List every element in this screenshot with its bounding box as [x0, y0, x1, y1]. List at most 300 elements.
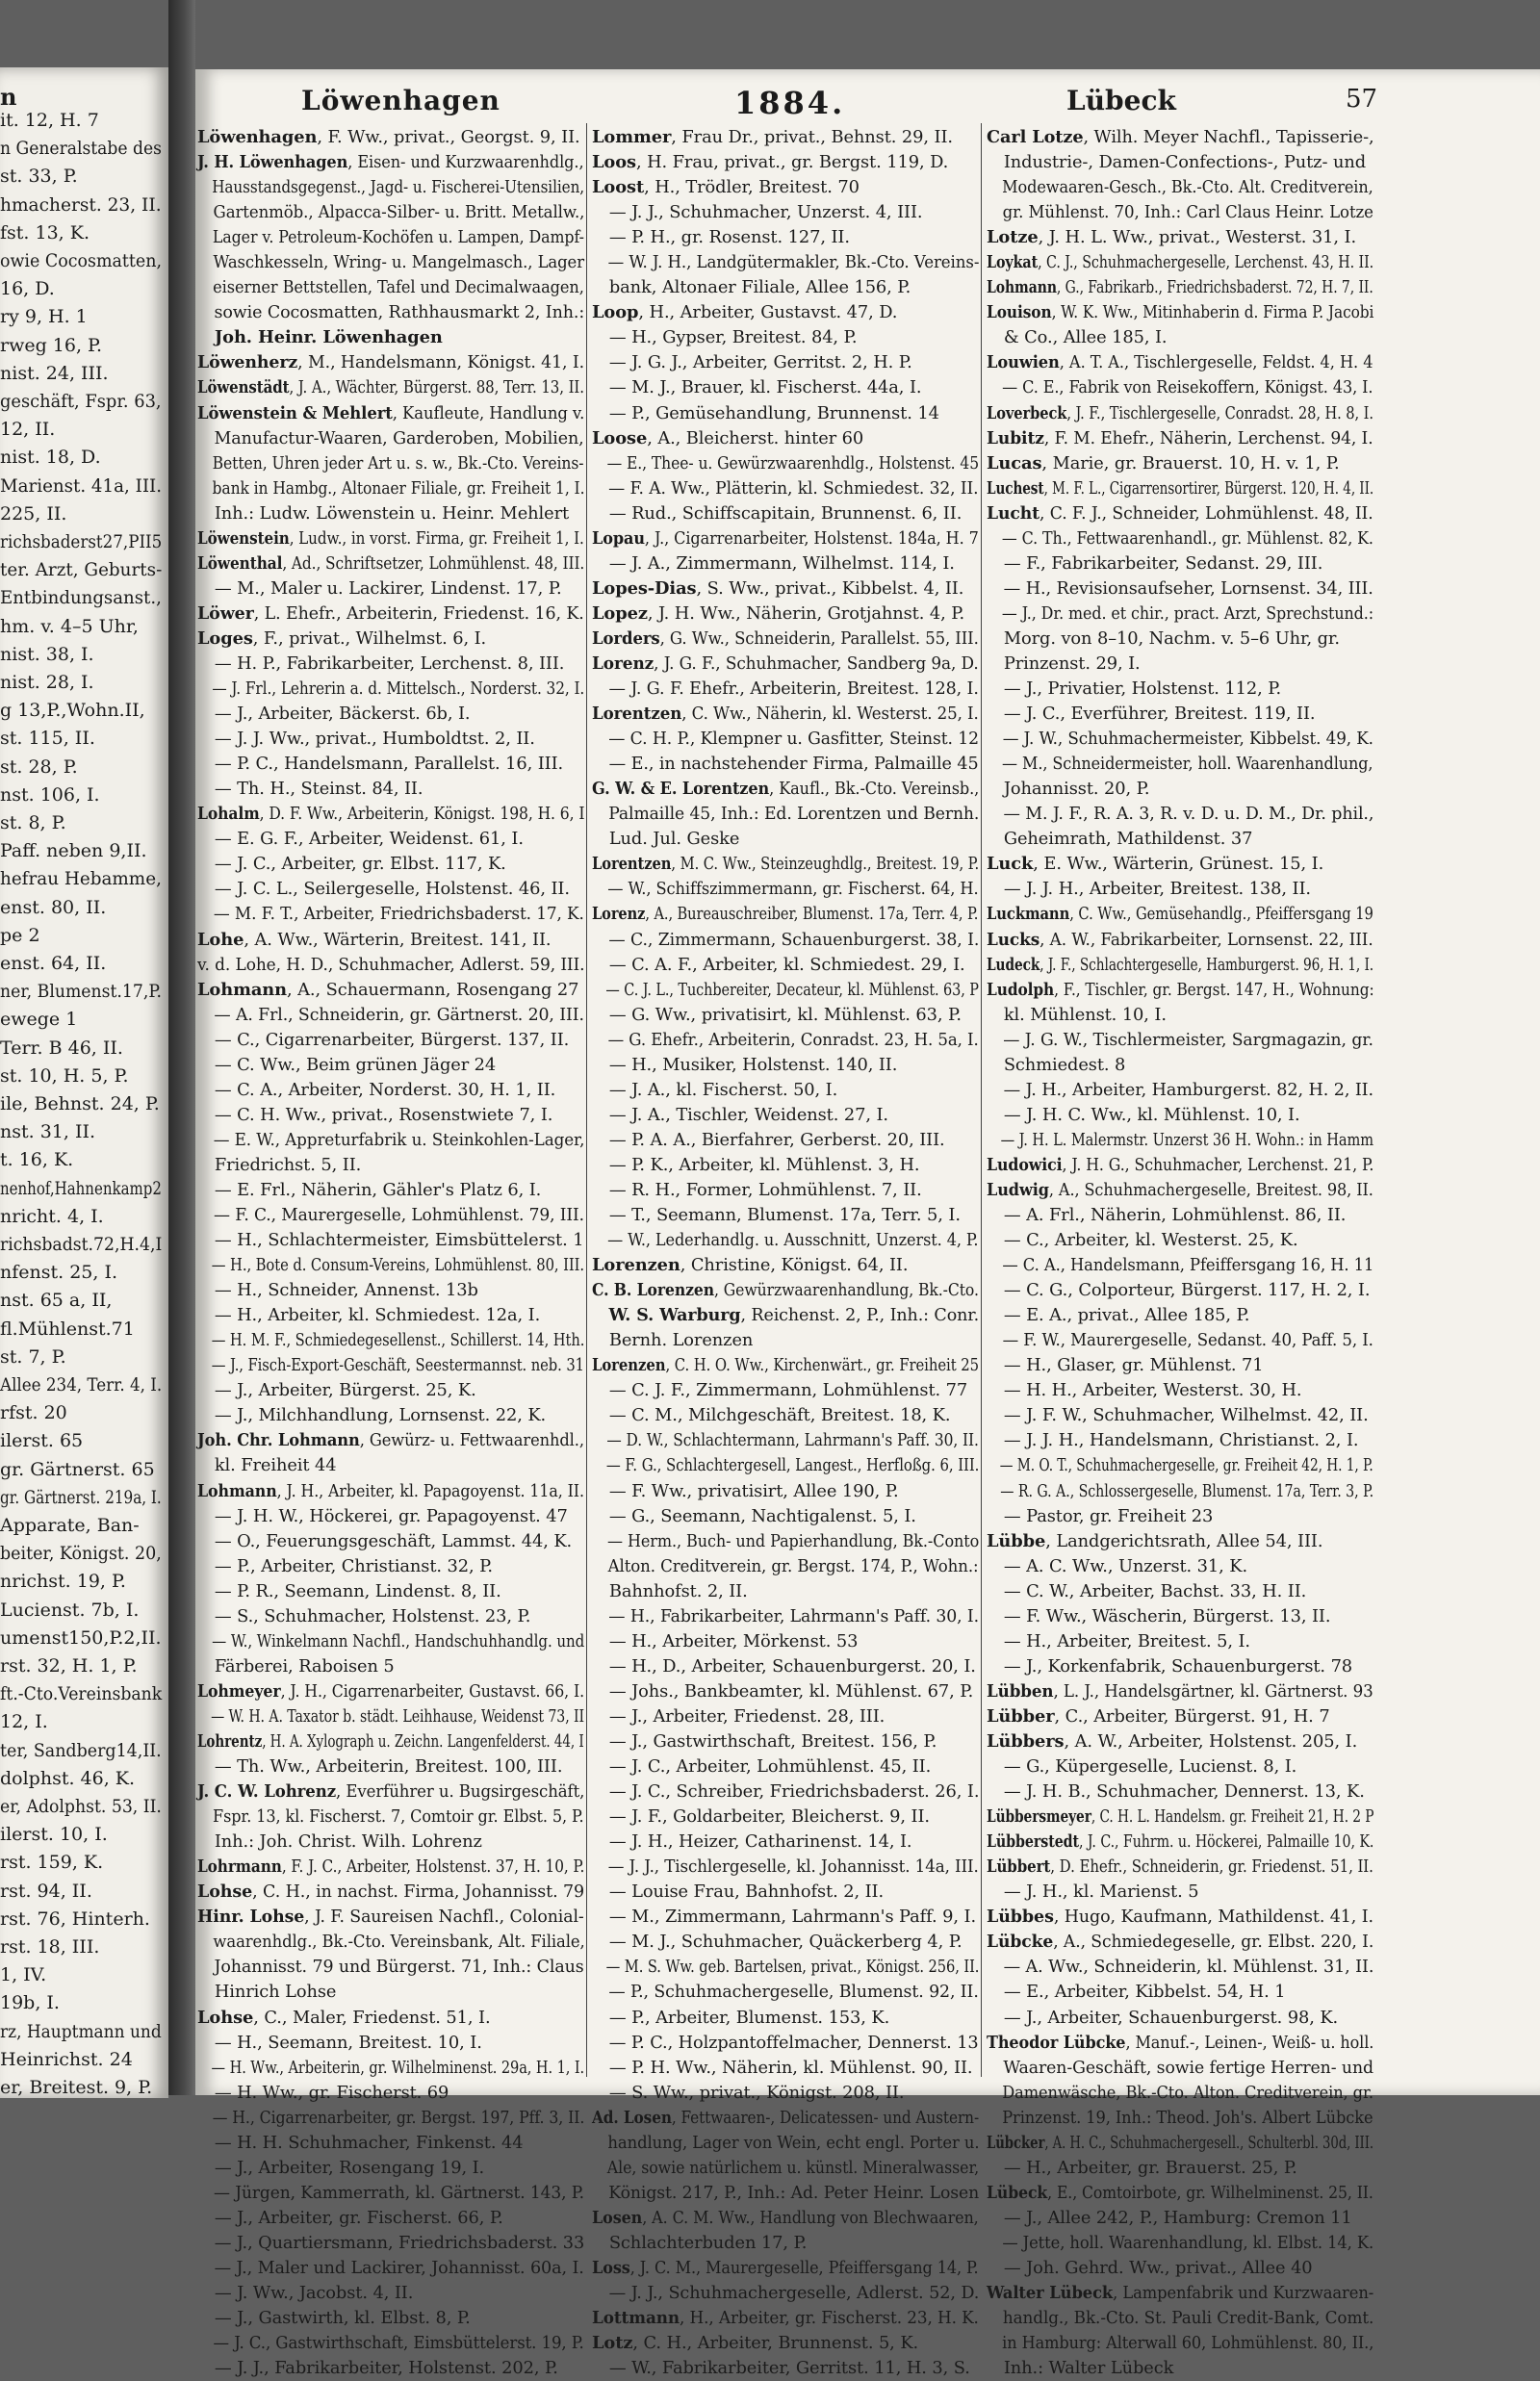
directory-entry-line: Ludolph, F., Tischler, gr. Bergst. 147, H., Wohnung:: [987, 979, 1374, 1000]
directory-entry-line: — C. Ww., Beim grünen Jäger 24: [214, 1054, 497, 1075]
directory-entry-line: — W., Schiffszimmermann, gr. Fischerst. 64, H.: [607, 879, 979, 900]
directory-entry-line: — J. G. J., Arbeiter, Gerritst. 2, H. P.: [608, 352, 912, 373]
directory-entry-line: — C. A. F., Arbeiter, kl. Schmiedest. 29, I.: [608, 954, 965, 975]
column-1: [197, 125, 588, 2379]
running-head-right: Lübeck: [1066, 85, 1176, 116]
left-page-fragment-line: pe 2: [0, 924, 40, 946]
directory-entry-line: — Th. H., Steinst. 84, II.: [214, 779, 424, 800]
directory-entry-line: — J. H. W., Höckerei, gr. Papagoyenst. 47: [214, 1505, 568, 1526]
directory-entry-line: — J., Korkenfabrik, Schauenburgerst. 78: [1003, 1655, 1353, 1677]
directory-entry-line: bank, Altonaer Filiale, Allee 156, P.: [608, 277, 911, 298]
left-page-fragment-line: nricht. 4, I.: [0, 1205, 104, 1227]
left-page-fragment-line: Apparate, Ban-: [0, 1515, 140, 1536]
directory-entry-line: — J., Arbeiter, Bäckerst. 6b, I.: [214, 704, 471, 725]
directory-entry-line: Waschkesseln, Wring- u. Mangelmasch., Lager: [213, 252, 584, 273]
left-page-fragment-line: ner, Blumenst.17,P.: [0, 981, 162, 1003]
directory-entry-line: Königst. 217, P., Inh.: Ad. Peter Heinr. Losen: [608, 2182, 980, 2203]
directory-entry-line: — F. Ww., privatisirt, Allee 190, P.: [608, 1480, 899, 1501]
left-page-fragment-line: richsbadst.72,H.4,I: [0, 1234, 163, 1255]
left-page-fragment-line: rst. 76, Hinterh.: [0, 1907, 150, 1930]
left-page-fragment-line: st. 7, P.: [0, 1345, 66, 1368]
directory-entry-line: Loos, H. Frau, privat., gr. Bergst. 119, D.: [592, 152, 949, 173]
left-page-fragment: [0, 67, 168, 2098]
left-page-fragment-line: hm. v. 4–5 Uhr,: [0, 615, 139, 637]
book-gutter: [168, 0, 195, 2095]
directory-entry-line: — J. H., kl. Marienst. 5: [1003, 1882, 1199, 1903]
directory-entry-line: eiserner Bettstellen, Tafel und Decimalwaagen,: [213, 277, 584, 298]
directory-entry-line: — H., Musiker, Holstenst. 140, II.: [608, 1054, 898, 1075]
directory-entry-line: Lübcker, A. H. C., Schuhmachergesell., Schulterbl. 30d, III.: [987, 2132, 1373, 2153]
directory-entry-line: — E., Arbeiter, Kibbelst. 54, H. 1: [1003, 1982, 1286, 2003]
directory-entry-line: — H., Glaser, gr. Mühlenst. 71: [1003, 1355, 1264, 1376]
left-page-fragment-line: rst. 32, H. 1, P.: [0, 1655, 138, 1677]
directory-entry-line: — Louise Frau, Bahnhofst. 2, II.: [608, 1882, 885, 1903]
directory-entry-line: — J., Maler und Lackirer, Johannisst. 60a, I.: [214, 2257, 584, 2278]
left-page-fragment-line: hmacherst. 23, II.: [0, 193, 162, 216]
directory-entry-line: — E. A., privat., Allee 185, P.: [1003, 1305, 1250, 1326]
directory-entry-line: Lohmeyer, J. H., Cigarrenarbeiter, Gustavst. 66, I.: [197, 1680, 585, 1702]
left-page-fragment-line: it. 12, H. 7: [0, 110, 99, 131]
directory-entry-line: Luckmann, C. Ww., Gemüsehandlg., Pfeiffersgang 19: [987, 904, 1373, 925]
left-page-fragment-line: n Generalstabe des: [0, 138, 162, 160]
directory-entry-line: — Jette, holl. Waarenhandlung, kl. Elbst. 14, K.: [1002, 2232, 1374, 2253]
directory-entry-line: Lorenzen, C. H. O. Ww., Kirchenwärt., gr. Freiheit 25: [592, 1355, 979, 1376]
directory-entry-line: — H., Arbeiter, kl. Schmiedest. 12a, I.: [214, 1305, 541, 1326]
directory-entry-line: Joh. Chr. Lohmann, Gewürz- u. Fettwaarenhdl.,: [197, 1430, 584, 1451]
directory-entry-line: in Hamburg: Alterwall 60, Lohmühlenst. 80, II.,: [1002, 2333, 1374, 2354]
directory-entry-line: — H., Fabrikarbeiter, Lahrmann's Paff. 30, I.: [608, 1605, 980, 1626]
directory-entry-line: Inh.: Joh. Christ. Wilh. Lohrenz: [214, 1831, 482, 1853]
directory-entry-line: bank in Hambg., Altonaer Filiale, gr. Freiheit 1, I.: [212, 477, 585, 499]
directory-entry-line: — C. A., Handelsmann, Pfeiffersgang 16, H. 11: [1002, 1255, 1374, 1276]
left-page-fragment-line: richsbaderst27,PII5: [0, 531, 163, 552]
directory-entry-line: — H. H. Schuhmacher, Finkenst. 44: [214, 2132, 524, 2153]
left-page-fragment-line: st. 115, II.: [0, 728, 95, 750]
directory-entry-line: Louwien, A. T. A., Tischlergeselle, Feldst. 4, H. 4: [987, 352, 1373, 373]
left-page-fragment-line: Allee 234, Terr. 4, I.: [0, 1374, 163, 1395]
directory-entry-line: handlg., Bk.-Cto. St. Pauli Credit-Bank, Comt.: [1002, 2308, 1374, 2329]
directory-entry-line: — C., Zimmermann, Schauenburgerst. 38, I.: [608, 929, 980, 950]
directory-entry-line: Lübcke, A., Schmiedegeselle, gr. Elbst. 220, I.: [987, 1932, 1374, 1953]
directory-entry-line: — M. J. F., R. A. 3, R. v. D. u. D. M., Dr. phil.,: [1003, 804, 1374, 825]
directory-entry-line: Lübber, C., Arbeiter, Bürgerst. 91, H. 7: [987, 1705, 1330, 1727]
directory-entry-line: — J., Fisch-Export-Geschäft, Seestermannst. neb. 31: [211, 1355, 584, 1376]
directory-entry-line: — M. S. Ww. geb. Bartelsen, privat., Königst. 256, II.: [605, 1957, 980, 1978]
directory-entry-line: — C., Arbeiter, kl. Westerst. 25, K.: [1003, 1230, 1298, 1251]
directory-entry-line: — J. A., Tischler, Weidenst. 27, I.: [608, 1104, 888, 1125]
directory-entry-line: Lorenz, A., Bureauschreiber, Blumenst. 17a, Terr. 4, P.: [592, 904, 979, 925]
directory-entry-line: — J. A., kl. Fischerst. 50, I.: [608, 1079, 838, 1100]
directory-entry-line: — F. W., Maurergeselle, Sedanst. 40, Paff. 5, I.: [1002, 1330, 1373, 1351]
directory-entry-line: Lohmann, A., Schauermann, Rosengang 27: [197, 979, 579, 1000]
directory-entry-line: Löwenherz, M., Handelsmann, Königst. 41, I.: [197, 352, 585, 373]
directory-entry-line: — J. A., Zimmermann, Wilhelmst. 114, I.: [608, 552, 955, 574]
directory-entry-line: — E. Frl., Näherin, Gähler's Platz 6, I.: [214, 1179, 542, 1200]
directory-entry-line: Lucht, C. F. J., Schneider, Lohmühlenst. 48, II.: [987, 502, 1373, 524]
directory-entry-line: — J. J., Fabrikarbeiter, Holstenst. 202, P.: [214, 2358, 558, 2379]
directory-entry-line: Ale, sowie natürlichem u. künstl. Mineralwasser,: [606, 2157, 980, 2178]
left-page-fragment-line: gr. Gärtnerst. 65: [0, 1458, 155, 1480]
page-number: 57: [1346, 85, 1378, 114]
left-page-fragment-line: nst. 106, I.: [0, 783, 100, 806]
directory-entry-line: — J., Gastwirth, kl. Elbst. 8, P.: [214, 2308, 471, 2329]
column-3: [987, 125, 1377, 2379]
directory-entry-line: — H., Arbeiter, Breitest. 5, I.: [1003, 1630, 1250, 1651]
directory-entry-line: — H. Ww., Arbeiterin, gr. Wilhelminenst. 29a, H. 1, I.: [211, 2057, 585, 2078]
directory-entry-line: — J. H., Arbeiter, Hamburgerst. 82, H. 2, II.: [1003, 1079, 1374, 1100]
left-page-fragment-line: nrichst. 19, P.: [0, 1571, 126, 1593]
directory-entry-line: v. d. Lohe, H. D., Schuhmacher, Adlerst. 59, III.: [197, 954, 585, 975]
directory-entry-line: — R. G. A., Schlossergeselle, Blumenst. 17a, Terr. 3, P.: [1000, 1480, 1374, 1501]
directory-entry-line: — W. H. A. Taxator b. städt. Leihhause, Weidenst 73, II: [211, 1705, 585, 1727]
directory-entry-line: — C. W., Arbeiter, Bachst. 33, H. II.: [1003, 1580, 1307, 1601]
directory-entry-line: Luck, E. Ww., Wärterin, Grünest. 15, I.: [987, 854, 1324, 875]
directory-entry-line: — P., Schuhmachergeselle, Blumenst. 92, II.: [608, 1982, 979, 2003]
directory-entry-line: — P. A. A., Bierfahrer, Gerberst. 20, III.: [608, 1129, 945, 1150]
directory-entry-line: — J., Arbeiter, Friedenst. 28, III.: [608, 1705, 886, 1727]
directory-entry-line: Lorenz, J. G. F., Schuhmacher, Sandberg 9a, D.: [592, 653, 979, 674]
directory-entry-line: — Herm., Buch- und Papierhandlung, Bk.-Conto: [607, 1530, 980, 1551]
directory-entry-line: — H. M. F., Schmiedegesellenst., Schillerst. 14, Hth.: [211, 1330, 585, 1351]
directory-entry-line: — E. W., Appreturfabrik u. Steinkohlen-Lager,: [213, 1129, 585, 1150]
directory-entry-line: Ludowici, J. H. G., Schuhmacher, Lerchenst. 21, P.: [987, 1154, 1374, 1175]
directory-entry-line: Ludwig, A., Schuhmachergeselle, Breitest. 98, II.: [987, 1179, 1373, 1200]
directory-entry-line: — M., Zimmermann, Lahrmann's Paff. 9, I.: [608, 1907, 977, 1928]
directory-entry-line: Lohe, A. Ww., Wärterin, Breitest. 141, II.: [197, 929, 552, 950]
directory-entry-line: — E. G. F., Arbeiter, Weidenst. 61, I.: [214, 829, 524, 850]
left-page-fragment-line: nist. 38, I.: [0, 643, 94, 665]
directory-entry-line: Lopau, J., Cigarrenarbeiter, Holstenst. 184a, H. 7: [592, 527, 979, 549]
left-page-fragment-line: fst. 13, K.: [0, 221, 90, 243]
directory-entry-line: — C. Th., Fettwaarenhandl., gr. Mühlenst. 82, K.: [1001, 527, 1373, 549]
directory-entry-line: Lotze, J. H. L. Ww., privat., Westerst. 31, I.: [987, 227, 1357, 248]
directory-entry-line: Betten, Uhren jeder Art u. s. w., Bk.-Cto. Vereins-: [212, 452, 584, 474]
left-page-fragment-line: Entbindungsanst.,: [0, 587, 162, 609]
directory-entry-line: Johannisst. 20, P.: [1003, 779, 1150, 800]
directory-entry-line: Lorentzen, C. Ww., Näherin, kl. Westerst. 25, I.: [592, 704, 979, 725]
left-page-fragment-line: ter, Sandberg14,II.: [0, 1739, 162, 1761]
directory-entry-line: — H., Cigarrenarbeiter, gr. Bergst. 197, Pff. 3, II.: [212, 2107, 585, 2128]
directory-entry-line: — Johs., Bankbeamter, kl. Mühlenst. 67, P.: [608, 1680, 974, 1702]
directory-entry-line: Inh.: Walter Lübeck: [1003, 2358, 1174, 2379]
running-head-left: Löwenhagen: [301, 85, 500, 116]
directory-entry-line: — J. Frl., Lehrerin a. d. Mittelsch., Norderst. 32, I.: [212, 678, 585, 700]
directory-entry-line: — H., Gypser, Breitest. 84, P.: [608, 327, 858, 348]
left-page-fragment-line: rst. 18, III.: [0, 1936, 100, 1958]
directory-entry-line: — M. F. T., Arbeiter, Friedrichsbaderst. 17, K.: [213, 904, 584, 925]
left-page-fragment-line: nist. 24, III.: [0, 362, 109, 384]
directory-entry-line: Lager v. Petroleum-Kochöfen u. Lampen, Dampf-: [212, 227, 584, 248]
directory-entry-line: Loges, F., privat., Wilhelmst. 6, I.: [197, 627, 487, 649]
directory-entry-line: — H., Schneider, Annenst. 13b: [214, 1280, 478, 1301]
directory-entry-line: Hinrich Lohse: [214, 1982, 337, 2003]
directory-entry-line: Loverbeck, J. F., Tischlergeselle, Conradst. 28, H. 8, I.: [987, 402, 1373, 423]
directory-entry-line: Theodor Lübcke, Manuf.-, Leinen-, Weiß- u. holl.: [987, 2032, 1374, 2053]
directory-entry-line: Lohrmann, F. J. C., Arbeiter, Holstenst. 37, H. 10, P.: [197, 1856, 585, 1878]
directory-entry-line: handlung, Lager von Wein, echt engl. Porter u.: [607, 2132, 980, 2153]
directory-entry-line: — J. J. Ww., privat., Humboldtst. 2, II.: [214, 729, 535, 750]
directory-entry-line: Lübbers, A. W., Arbeiter, Holstenst. 205, I.: [987, 1731, 1358, 1752]
directory-entry-line: — C. M., Milchgeschäft, Breitest. 18, K.: [608, 1405, 951, 1426]
directory-entry-line: Geheimrath, Mathildenst. 37: [1003, 829, 1253, 850]
directory-entry-line: — J. C., Arbeiter, Lohmühlenst. 45, II.: [608, 1756, 932, 1778]
directory-entry-line: Hinr. Lohse, J. F. Saureisen Nachfl., Colonial-: [197, 1907, 584, 1928]
directory-entry-line: — M. O. T., Schuhmachergeselle, gr. Freiheit 42, H. 1, P.: [999, 1455, 1373, 1476]
directory-entry-line: Inh.: Ludw. Löwenstein u. Heinr. Mehlert: [214, 502, 570, 524]
directory-entry-line: Lübbe, Landgerichtsrath, Allee 54, III.: [987, 1530, 1323, 1551]
left-page-fragment-line: owie Cocosmatten,: [0, 250, 163, 271]
directory-entry-line: — F. Ww., Wäscherin, Bürgerst. 13, II.: [1003, 1605, 1331, 1626]
directory-entry-line: — P. C., Handelsmann, Parallelst. 16, III.: [214, 754, 564, 775]
directory-entry-line: — J. J. H., Handelsmann, Christianst. 2, I.: [1003, 1430, 1359, 1451]
directory-entry-line: — O., Feuerungsgeschäft, Lammst. 44, K.: [214, 1530, 573, 1551]
directory-entry-line: Palmaille 45, Inh.: Ed. Lorentzen und Bernh.: [608, 804, 980, 825]
directory-entry-line: — F. G., Schlachtergesell, Langest., Herfloßg. 6, III.: [605, 1455, 980, 1476]
directory-entry-line: — H., Revisionsaufseher, Lornsenst. 34, III.: [1003, 577, 1373, 599]
left-page-fragment-line: er, Adolphst. 53, II.: [0, 1796, 162, 1817]
left-page-fragment-line: beiter, Königst. 20,: [0, 1543, 162, 1565]
left-page-fragment-line: ter. Arzt, Geburts-: [0, 559, 163, 581]
left-page-fragment-line: 19b, I.: [0, 1992, 60, 2014]
directory-entry-line: Joh. Heinr. Löwenhagen: [214, 327, 443, 348]
directory-entry-line: W. S. Warburg, Reichenst. 2, P., Inh.: Conr.: [608, 1305, 980, 1326]
directory-entry-line: J. H. Löwenhagen, Eisen- und Kurzwaarenhdlg.,: [197, 152, 584, 173]
directory-entry-line: kl. Mühlenst. 10, I.: [1003, 1004, 1167, 1025]
directory-entry-line: Manufactur-Waaren, Garderoben, Mobilien,: [214, 427, 584, 448]
directory-entry-line: Lohse, C., Maler, Friedenst. 51, I.: [197, 2007, 491, 2028]
directory-entry-line: — J. H., Heizer, Catharinenst. 14, I.: [608, 1831, 912, 1853]
directory-entry-line: Loost, H., Trödler, Breitest. 70: [592, 177, 860, 198]
directory-entry-line: — Jürgen, Kammerrath, kl. Gärtnerst. 143, P.: [214, 2182, 584, 2203]
directory-entry-line: — H., Arbeiter, Mörkenst. 53: [608, 1630, 859, 1651]
directory-entry-line: C. B. Lorenzen, Gewürzwaarenhandlung, Bk.-Cto.: [592, 1280, 979, 1301]
directory-entry-line: — D. W., Schlachtermann, Lahrmann's Paff. 30, II.: [606, 1430, 979, 1451]
directory-entry-line: Hausstandsgegenst., Jagd- u. Fischerei-Utensilien,: [212, 177, 585, 198]
directory-entry-line: — C. H. P., Klempner u. Gasfitter, Steinst. 12: [608, 729, 979, 750]
left-page-fragment-line: ilerst. 10, I.: [0, 1824, 108, 1846]
directory-entry-line: — J., Allee 242, P., Hamburg: Cremon 11: [1003, 2207, 1352, 2228]
directory-entry-line: — P., Gemüsehandlung, Brunnenst. 14: [608, 402, 939, 423]
directory-entry-line: — J. H. B., Schuhmacher, Dennerst. 13, K.: [1003, 1781, 1365, 1803]
left-page-fragment-line: 12, II.: [0, 419, 56, 441]
directory-entry-line: Lohrentz, H. A. Xylograph u. Zeichn. Langenfelderst. 44, I: [197, 1731, 584, 1752]
left-page-fragment-line: g 13,P.,Wohn.II,: [0, 700, 145, 722]
directory-entry-line: — J. F., Goldarbeiter, Bleicherst. 9, II.: [608, 1806, 930, 1828]
directory-entry-line: — W., Fabrikarbeiter, Gerritst. 11, H. 3, S.: [608, 2358, 970, 2379]
directory-entry-line: Lommer, Frau Dr., privat., Behnst. 29, II.: [592, 127, 953, 147]
left-page-fragment-line: Terr. B 46, II.: [0, 1037, 123, 1059]
directory-entry-line: Johannisst. 79 und Bürgerst. 71, Inh.: Claus: [214, 1957, 584, 1978]
column-2: [592, 125, 983, 2379]
directory-entry-line: Luchest, M. F. L., Cigarrensortirer, Bürgerst. 120, H. 4, II.: [987, 477, 1374, 499]
directory-entry-line: — J. C., Everführer, Breitest. 119, II.: [1003, 704, 1316, 725]
directory-entry-line: Friedrichst. 5, II.: [214, 1154, 362, 1175]
directory-entry-line: Lübberstedt, J. C., Fuhrm. u. Höckerei, Palmaille 10, K.: [987, 1831, 1374, 1853]
directory-entry-line: Prinzenst. 19, Inh.: Theod. Joh's. Albert Lübcke: [1002, 2107, 1373, 2128]
left-page-fragment-line: st. 8, P.: [0, 812, 66, 833]
directory-entry-line: — G., Seemann, Nachtigalenst. 5, I.: [608, 1505, 916, 1526]
directory-entry-line: Lorders, G. Ww., Schneiderin, Parallelst. 55, III.: [592, 627, 979, 649]
directory-entry-line: — P., Arbeiter, Blumenst. 153, K.: [608, 2007, 890, 2028]
directory-entry-line: — G. Ww., privatisirt, kl. Mühlenst. 63, P.: [608, 1004, 962, 1025]
directory-entry-line: Löwenstein & Mehlert, Kaufleute, Handlung v.: [197, 402, 585, 423]
directory-entry-line: Löwer, L. Ehefr., Arbeiterin, Friedenst. 16, K.: [197, 602, 584, 624]
directory-entry-line: kl. Freiheit 44: [214, 1455, 337, 1476]
directory-entry-line: — P. H. Ww., Näherin, kl. Mühlenst. 90, II.: [608, 2057, 973, 2078]
directory-entry-line: — M. J., Schuhmacher, Quäckerberg 4, P.: [608, 1932, 962, 1953]
directory-entry-line: — H., Seemann, Breitest. 10, I.: [214, 2032, 482, 2053]
directory-entry-line: — C. E., Fabrik von Reisekoffern, Königst. 43, I.: [1002, 377, 1373, 398]
directory-entry-line: — F. C., Maurergeselle, Lohmühlenst. 79, III.: [214, 1205, 584, 1226]
directory-entry-line: Morg. von 8–10, Nachm. v. 5–6 Uhr, gr.: [1003, 627, 1340, 649]
left-page-fragment-line: dolphst. 46, K.: [0, 1767, 136, 1789]
left-page-fragment-line: st. 10, H. 5, P.: [0, 1064, 129, 1087]
left-page-fragment-line: ewege 1: [0, 1009, 78, 1031]
directory-entry-line: — J. G. W., Tischlermeister, Sargmagazin, gr.: [1003, 1029, 1373, 1050]
directory-entry-line: Industrie-, Damen-Confections-, Putz- und: [1003, 152, 1367, 173]
directory-entry-line: Lorenzen, Christine, Königst. 64, II.: [592, 1255, 909, 1276]
directory-entry-line: — J. C., Schreiber, Friedrichsbaderst. 26, I.: [608, 1781, 980, 1803]
directory-entry-line: Lopez, J. H. Ww., Näherin, Grotjahnst. 4, P.: [592, 602, 965, 624]
left-page-fragment-line: er, Breitest. 9, P.: [0, 2077, 153, 2098]
directory-entry-line: — J. G. F. Ehefr., Arbeiterin, Breitest. 128, I.: [608, 678, 979, 700]
directory-entry-line: — J., Privatier, Holstenst. 112, P.: [1003, 678, 1282, 700]
left-page-fragment-line: rst. 159, K.: [0, 1852, 104, 1874]
directory-entry-line: — H. P., Fabrikarbeiter, Lerchenst. 8, III.: [214, 653, 565, 674]
running-head-year: 1884.: [734, 85, 846, 121]
directory-entry-line: Lohmann, G., Fabrikarb., Friedrichsbaderst. 72, H. 7, II.: [987, 277, 1373, 298]
left-page-fragment-line: nist. 28, I.: [0, 672, 94, 693]
directory-entry-line: Ad. Losen, Fettwaaren-, Delicatessen- und Austern-: [592, 2107, 980, 2128]
directory-entry-line: — J. J., Tischlergeselle, kl. Johannisst. 14a, III.: [607, 1856, 979, 1878]
directory-entry-line: Löwenstädt, J. A., Wächter, Bürgerst. 88, Terr. 13, II.: [197, 377, 584, 398]
directory-entry-line: Lopes-Dias, S. Ww., privat., Kibbelst. 4, II.: [592, 577, 964, 599]
directory-entry-line: — J., Milchhandlung, Lornsenst. 22, K.: [214, 1405, 547, 1426]
directory-entry-line: Lorentzen, M. C. Ww., Steinzeughdlg., Breitest. 19, P.: [592, 854, 980, 875]
directory-entry-line: Damenwäsche, Bk.-Cto. Alton. Creditverein, gr.: [1002, 2082, 1373, 2103]
left-page-fragment-line: rweg 16, P.: [0, 334, 103, 356]
left-page-fragment-line: rst. 94, II.: [0, 1880, 92, 1902]
directory-entry-line: Losen, A. C. M. Ww., Handlung von Blechwaaren,: [592, 2207, 979, 2228]
directory-entry-line: — H., Arbeiter, gr. Brauerst. 25, P.: [1003, 2157, 1297, 2178]
directory-entry-line: Lübbes, Hugo, Kaufmann, Mathildenst. 41, I.: [987, 1907, 1373, 1928]
directory-entry-line: — H., D., Arbeiter, Schauenburgerst. 20, I.: [608, 1655, 976, 1677]
directory-entry-line: Louison, W. K. Ww., Mitinhaberin d. Firma P. Jacobi: [987, 302, 1374, 323]
left-page-fragment-line: Paff. neben 9,II.: [0, 840, 147, 862]
directory-entry-line: — J. C. L., Seilergeselle, Holstenst. 46, II.: [214, 879, 570, 900]
directory-entry-line: Schlachterbuden 17, P.: [608, 2232, 808, 2253]
directory-entry-line: Ludeck, J. F., Schlachtergeselle, Hamburgerst. 96, H. 1, I.: [987, 954, 1374, 975]
directory-entry-line: — Th. Ww., Arbeiterin, Breitest. 100, III.: [214, 1756, 563, 1778]
left-page-fragment-line: rfst. 20: [0, 1402, 67, 1424]
directory-entry-line: Schmiedest. 8: [1003, 1054, 1126, 1075]
directory-entry-line: Loop, H., Arbeiter, Gustavst. 47, D.: [592, 302, 898, 323]
directory-entry-line: — Rud., Schiffscapitain, Brunnenst. 6, II.: [608, 502, 962, 524]
directory-entry-line: — H., Schlachtermeister, Eimsbüttelerst. 1: [214, 1230, 584, 1251]
directory-entry-line: gr. Mühlenst. 70, Inh.: Carl Claus Heinr. Lotze: [1002, 202, 1373, 223]
left-page-fragment-line: t. 16, K.: [0, 1149, 74, 1171]
directory-entry-line: Löwenthal, Ad., Schriftsetzer, Lohmühlenst. 48, III.: [197, 552, 585, 574]
left-page-fragment-line: 16, D.: [0, 278, 55, 300]
directory-entry-line: — A. Frl., Näherin, Lohmühlenst. 86, II.: [1003, 1205, 1347, 1226]
directory-page: [195, 69, 1540, 2379]
directory-entry-line: Löwenhagen, F. Ww., privat., Georgst. 9, II.: [197, 127, 580, 147]
directory-entry-line: — J. J., Schuhmachergeselle, Adlerst. 52, D.: [608, 2283, 980, 2304]
directory-entry-line: — G., Küpergeselle, Lucienst. 8, I.: [1003, 1756, 1297, 1778]
directory-entry-line: — J. W., Schuhmachermeister, Kibbelst. 49, K.: [1002, 729, 1373, 750]
directory-entry-line: — H., Bote d. Consum-Vereins, Lohmühlenst. 80, III.: [211, 1255, 585, 1276]
directory-entry-line: — P. H., gr. Rosenst. 127, II.: [608, 227, 850, 248]
left-page-fragment-line: ry 9, H. 1: [0, 306, 88, 328]
directory-entry-line: — R. H., Former, Lohmühlenst. 7, II.: [608, 1179, 922, 1200]
left-page-fragment-line: 1, IV.: [0, 1964, 47, 1986]
directory-entry-line: G. W. & E. Lorentzen, Kaufl., Bk.-Cto. Vereinsb.,: [592, 779, 980, 800]
directory-entry-line: — Joh. Gehrd. Ww., privat., Allee 40: [1003, 2257, 1313, 2278]
directory-entry-line: — C. A., Arbeiter, Norderst. 30, H. 1, II.: [214, 1079, 556, 1100]
directory-entry-line: — J. C., Arbeiter, gr. Elbst. 117, K.: [214, 854, 506, 875]
directory-entry-line: Waaren-Geschäft, sowie fertige Herren- und: [1003, 2057, 1374, 2078]
directory-entry-line: — J. Ww., Jacobst. 4, II.: [214, 2283, 414, 2304]
directory-entry-line: Lohse, C. H., in nachst. Firma, Johannisst. 79: [197, 1882, 585, 1903]
directory-entry-line: — C. G., Colporteur, Bürgerst. 117, H. 2, I.: [1003, 1280, 1371, 1301]
left-page-fragment-line: st. 33, P.: [0, 166, 78, 188]
directory-entry-line: waarenhdlg., Bk.-Cto. Vereinsbank, Alt. Filiale,: [213, 1932, 585, 1953]
directory-entry-line: — H. Ww., gr. Fischerst. 69: [214, 2082, 449, 2103]
directory-entry-line: — J., Arbeiter, Rosengang 19, I.: [214, 2157, 485, 2178]
directory-entry-line: — P. C., Holzpantoffelmacher, Dennerst. 13: [608, 2032, 979, 2053]
directory-entry-line: — P. K., Arbeiter, kl. Mühlenst. 3, H.: [608, 1154, 920, 1175]
directory-entry-line: — A. Ww., Schneiderin, kl. Mühlenst. 31, II.: [1003, 1957, 1374, 1978]
directory-entry-line: — J. J., Schuhmacher, Unzerst. 4, III.: [608, 202, 923, 223]
directory-entry-line: Lübbert, D. Ehefr., Schneiderin, gr. Friedenst. 51, II.: [987, 1856, 1373, 1878]
directory-entry-line: — W., Lederhandlg. u. Ausschnitt, Unzerst. 4, P.: [607, 1230, 979, 1251]
directory-entry-line: — C., Cigarrenarbeiter, Bürgerst. 137, II.: [214, 1029, 570, 1050]
directory-entry-line: Lottmann, H., Arbeiter, gr. Fischerst. 23, H. K.: [592, 2308, 979, 2329]
left-page-fragment-line: rz, Hauptmann und: [0, 2020, 162, 2042]
left-page-fragment-line: gr. Gärtnerst. 219a, I.: [0, 1486, 162, 1508]
left-page-fragment-line: umenst150,P.2,II.: [0, 1626, 162, 1649]
left-page-fragment-line: hefrau Hebamme,: [0, 868, 162, 890]
directory-entry-line: Färberei, Raboisen 5: [214, 1655, 395, 1677]
directory-entry-line: Carl Lotze, Wilh. Meyer Nachfl., Tapisserie-,: [987, 127, 1374, 147]
directory-entry-line: Lübeck, E., Comtoirbote, gr. Wilhelminenst. 25, II.: [987, 2182, 1373, 2203]
directory-entry-line: Fspr. 13, kl. Fischerst. 7, Comtoir gr. Elbst. 5, P.: [213, 1806, 584, 1828]
directory-entry-line: — J. H. L. Malermstr. Unzerst 36 H. Wohn.: in Hamm: [1000, 1129, 1373, 1150]
directory-entry-line: Walter Lübeck, Lampenfabrik und Kurzwaaren-: [987, 2283, 1374, 2304]
directory-entry-line: — C. J. L., Tuchbereiter, Decateur, kl. Mühlenst. 63, P: [605, 979, 979, 1000]
directory-entry-line: Loose, A., Bleicherst. hinter 60: [592, 427, 864, 448]
directory-entry-line: Löwenstein, Ludw., in vorst. Firma, gr. Freiheit 1, I.: [197, 527, 584, 549]
directory-entry-line: — E., Thee- u. Gewürzwaarenhdlg., Holstenst. 45: [606, 452, 980, 474]
left-page-fragment-line: Marienst. 41a, III.: [0, 474, 163, 497]
directory-entry-line: — J., Gastwirthschaft, Breitest. 156, P.: [608, 1731, 937, 1752]
directory-entry-line: — J. C., Gastwirthschaft, Eimsbüttelerst. 19, P.: [213, 2333, 584, 2354]
left-page-fragment-line: geschäft, Fspr. 63,: [0, 391, 162, 412]
directory-entry-line: — P., Arbeiter, Christianst. 32, P.: [214, 1555, 493, 1576]
directory-entry-line: — M. J., Brauer, kl. Fischerst. 44a, I.: [608, 377, 922, 398]
directory-entry-line: — P. R., Seemann, Lindenst. 8, II.: [214, 1580, 501, 1601]
directory-entry-line: — M., Schneidermeister, holl. Waarenhandlung,: [1002, 754, 1373, 775]
directory-entry-line: — S., Schuhmacher, Holstenst. 23, P.: [214, 1605, 531, 1626]
directory-entry-line: & Co., Allee 185, I.: [1003, 327, 1168, 348]
directory-entry-line: — S. Ww., privat., Königst. 208, II.: [608, 2082, 905, 2103]
directory-entry-line: Loykat, C. J., Schuhmachergeselle, Lerchenst. 43, H. II.: [987, 252, 1374, 273]
left-page-fragment-line: nist. 18, D.: [0, 447, 101, 469]
left-page-heading: n: [0, 83, 17, 111]
directory-entry-line: Loss, J. C. M., Maurergeselle, Pfeiffersgang 14, P.: [592, 2257, 979, 2278]
directory-entry-line: Modewaaren-Gesch., Bk.-Cto. Alt. Creditverein,: [1002, 177, 1373, 198]
left-page-fragment-line: 12, I.: [0, 1711, 48, 1733]
